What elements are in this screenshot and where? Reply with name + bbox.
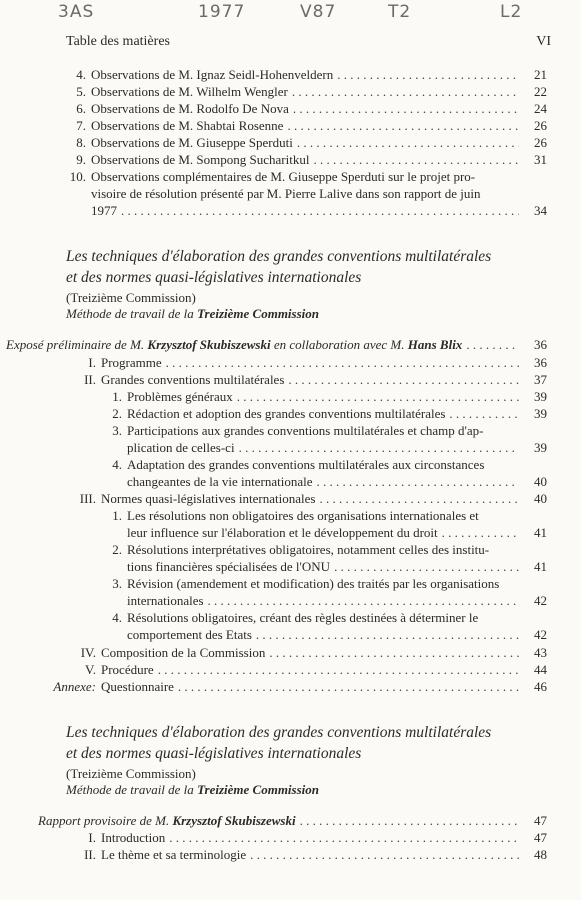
toc2-row [60, 490, 547, 507]
toc1-entry-text: Observations de M. Giuseppe Sperduti [91, 135, 293, 150]
toc2-page-number: 43 [534, 645, 547, 660]
section2-methode: Méthode de travail de la Treizième Commission [66, 782, 320, 797]
toc2-entry-text: Révision (amendement et modification) des traités par les organisations [127, 576, 500, 591]
toc1-page-number: 26 [534, 135, 547, 150]
toc2-entry-text: comportement des Etats [127, 627, 252, 642]
toc3-header-text: Rapport provisoire de M. Krzysztof Skubiszewski [38, 813, 296, 828]
toc1-entry-text: Observations de M. Shabtai Rosenne [91, 118, 284, 133]
section1-methode: Méthode de travail de la Treizième Commission [66, 306, 320, 321]
running-head-page: VI [536, 34, 551, 49]
toc2-row [92, 507, 547, 524]
toc2-entry-text: Procédure [101, 662, 154, 677]
toc1-page-number: 34 [534, 203, 547, 218]
toc2-page-number: 44 [534, 662, 547, 677]
toc1-row [60, 151, 547, 168]
leader-dots [208, 592, 519, 609]
toc2-number: 2. [112, 406, 122, 421]
toc2-entry-text: Problèmes généraux [127, 389, 233, 404]
toc2-number: III. [79, 491, 96, 506]
running-head-title: Table des matières [66, 34, 170, 49]
handwritten-mark-5: L2 [500, 2, 523, 22]
toc2-page-number: 40 [534, 491, 547, 506]
toc1-page-number: 21 [534, 67, 547, 82]
toc2-entry-text: Résolutions interprétatives obligatoires, notamment celles des institu- [127, 542, 490, 557]
toc1-entry-text: 1977 [91, 203, 117, 218]
leader-dots [237, 388, 519, 405]
toc1-row [60, 66, 547, 83]
toc1-row [60, 202, 547, 219]
toc1-page-number: 31 [534, 152, 547, 167]
toc2-page-number: 36 [534, 355, 547, 370]
toc2-entry-text: Résolutions obligatoires, créant des règles destinées à déterminer le [127, 610, 479, 625]
toc1-page-number: 26 [534, 118, 547, 133]
toc2-row [92, 541, 547, 558]
toc1-entry-text: Observations de M. Rodolfo De Nova [91, 101, 289, 116]
toc2-row [60, 371, 547, 388]
toc2-row [60, 354, 547, 371]
toc1-number: 9. [76, 152, 86, 167]
toc2-number: 2. [112, 542, 122, 557]
toc2-number: 4. [112, 610, 122, 625]
leader-dots [158, 661, 519, 678]
toc2-row [92, 575, 547, 592]
toc2-number: 1. [112, 508, 122, 523]
leader-dots [313, 151, 519, 168]
section2-commission: (Treizième Commission) [66, 766, 196, 781]
toc1-row [60, 134, 547, 151]
toc1-number: 5. [76, 84, 86, 99]
toc1-entry-text: Observations complémentaires de M. Giuseppe Sperduti sur le projet pro- [91, 169, 476, 184]
leader-dots [442, 524, 519, 541]
toc2-number: 3. [112, 576, 122, 591]
toc2-entry-text: Questionnaire [101, 679, 174, 694]
toc1-row [60, 83, 547, 100]
toc3-entry-text: Le thème et sa terminologie [101, 847, 247, 862]
leader-dots [293, 100, 519, 117]
toc2-entry-text: Normes quasi-législatives internationales [101, 491, 316, 506]
toc2-row [92, 592, 547, 609]
toc1-entry-text: Observations de M. Ignaz Seidl-Hohenveldern [91, 67, 334, 82]
section2-title-line2: et des normes quasi-législatives internationales [66, 745, 362, 762]
toc3-page-number: 48 [534, 847, 547, 862]
toc2-page-number: 46 [534, 679, 547, 694]
leader-dots [269, 644, 519, 661]
toc2-entry-text: Composition de la Commission [101, 645, 266, 660]
toc2-page-number: 41 [534, 559, 547, 574]
leader-dots [169, 829, 519, 846]
section1-title-line1: Les techniques d'élaboration des grandes conventions multilatérales [66, 248, 492, 265]
leader-dots [256, 626, 519, 643]
toc2-entry-text: plication de celles-ci [127, 440, 235, 455]
toc2-number: 1. [112, 389, 122, 404]
handwritten-mark-3: V87 [300, 2, 337, 22]
toc2-page-number: 39 [534, 440, 547, 455]
leader-dots [166, 354, 519, 371]
running-head [66, 34, 551, 50]
toc1-number: 8. [76, 135, 86, 150]
leader-dots [334, 558, 519, 575]
toc2-row [40, 678, 547, 695]
toc1-row [60, 100, 547, 117]
leader-dots [178, 678, 519, 695]
toc1-number: 10. [69, 169, 86, 184]
leader-dots [337, 66, 519, 83]
leader-dots [287, 117, 519, 134]
toc2-entry-text: Adaptation des grandes conventions multilatérales aux circonstances [127, 457, 485, 472]
leader-dots [317, 473, 519, 490]
toc2-row [92, 422, 547, 439]
toc3-header-row [38, 812, 547, 829]
toc2-number: I. [88, 355, 96, 370]
toc2-number: Annexe: [53, 679, 96, 694]
toc2-row [92, 456, 547, 473]
toc1-entry-text: Observations de M. Wilhelm Wengler [91, 84, 288, 99]
toc2-page-number: 39 [534, 406, 547, 421]
toc2-entry-text: changeantes de la vie internationale [127, 474, 313, 489]
toc1-row [60, 185, 547, 202]
toc2-header-text: Exposé préliminaire de M. Krzysztof Skubiszewski en collaboration avec M. Hans Blix [6, 337, 463, 352]
toc2-number: 4. [112, 457, 122, 472]
toc1-number: 7. [76, 118, 86, 133]
section2-title-line1: Les techniques d'élaboration des grandes conventions multilatérales [66, 724, 492, 741]
toc2-entry-text: leur influence sur l'élaboration et le développement du droit [127, 525, 438, 540]
toc2-row [92, 405, 547, 422]
handwritten-mark-2: 1977 [198, 2, 246, 22]
leader-dots [292, 83, 519, 100]
toc2-row [92, 609, 547, 626]
toc1-page-number: 22 [534, 84, 547, 99]
toc2-entry-text: Rédaction et adoption des grandes conventions multilatérales [127, 406, 446, 421]
leader-dots [449, 405, 519, 422]
toc2-entry-text: tions financières spécialisées de l'ONU [127, 559, 331, 574]
toc2-number: V. [85, 662, 96, 677]
toc2-page-number: 37 [534, 372, 547, 387]
section1-commission: (Treizième Commission) [66, 290, 196, 305]
toc2-entry-text: Participations aux grandes conventions multilatérales et champ d'ap- [127, 423, 484, 438]
toc2-entry-text: internationales [127, 593, 204, 608]
leader-dots [288, 371, 519, 388]
toc1-entry-text: visoire de résolution présenté par M. Pierre Lalive dans son rapport de juin [91, 186, 481, 201]
toc3-row [60, 829, 547, 846]
toc3-header-page: 47 [534, 813, 547, 828]
toc2-row [60, 661, 547, 678]
toc2-page-number: 42 [534, 593, 547, 608]
toc2-page-number: 41 [534, 525, 547, 540]
toc1-number: 6. [76, 101, 86, 116]
toc1-entry-text: Observations de M. Sompong Sucharitkul [91, 152, 310, 167]
leader-dots [121, 202, 519, 219]
handwritten-mark-4: T2 [388, 2, 412, 22]
toc3-page-number: 47 [534, 830, 547, 845]
toc2-header-row [6, 336, 547, 353]
toc3-row [60, 846, 547, 863]
handwritten-mark-1: 3AS [58, 2, 95, 22]
toc1-number: 4. [76, 67, 86, 82]
toc3-entry-text: Introduction [101, 830, 166, 845]
leader-dots [250, 846, 519, 863]
toc2-number: 3. [112, 423, 122, 438]
toc1-row [60, 168, 547, 185]
toc1-page-number: 24 [534, 101, 547, 116]
toc2-page-number: 40 [534, 474, 547, 489]
leader-dots [319, 490, 519, 507]
toc2-page-number: 42 [534, 627, 547, 642]
toc2-row [92, 626, 547, 643]
toc2-row [92, 388, 547, 405]
toc2-page-number: 39 [534, 389, 547, 404]
toc2-entry-text: Les résolutions non obligatoires des organisations internationales et [127, 508, 479, 523]
toc1-row [60, 117, 547, 134]
toc3-number: II. [84, 847, 96, 862]
toc2-row [92, 473, 547, 490]
toc2-number: IV. [80, 645, 96, 660]
toc2-row [60, 644, 547, 661]
toc2-number: II. [84, 372, 96, 387]
toc2-row [92, 439, 547, 456]
leader-dots [297, 134, 519, 151]
leader-dots [239, 439, 519, 456]
toc2-row [92, 524, 547, 541]
section1-title-line2: et des normes quasi-législatives internationales [66, 269, 362, 286]
toc2-row [92, 558, 547, 575]
toc2-entry-text: Grandes conventions multilatérales [101, 372, 285, 387]
toc3-number: I. [88, 830, 96, 845]
toc2-entry-text: Programme [101, 355, 162, 370]
toc2-header-page: 36 [534, 337, 547, 352]
